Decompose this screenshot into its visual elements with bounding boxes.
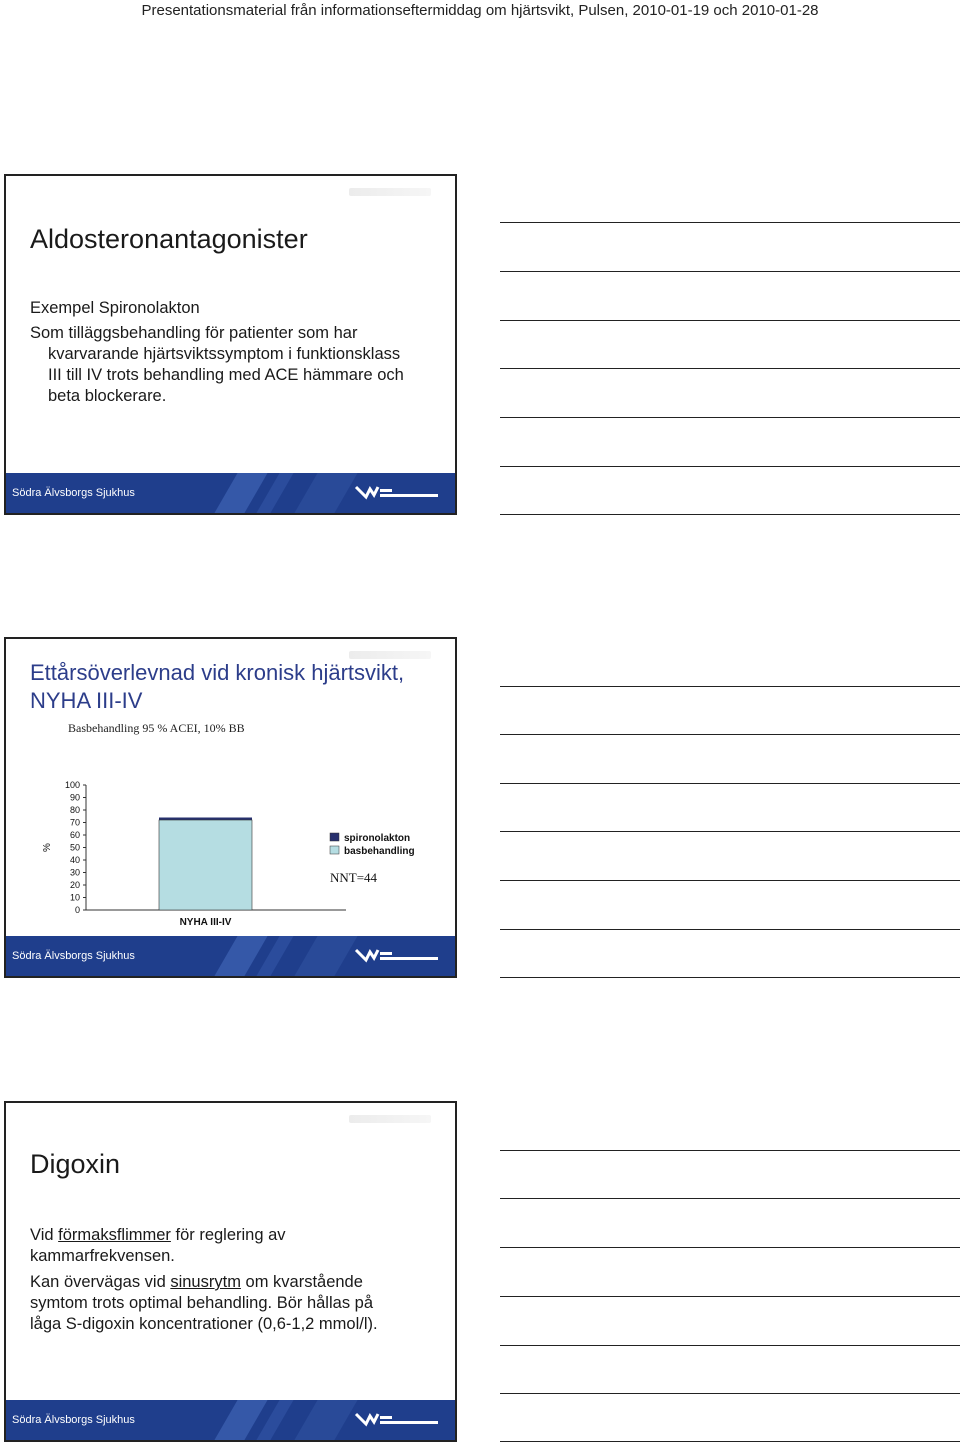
notes-line	[500, 929, 960, 930]
body-text: Vid	[30, 1226, 59, 1244]
notes-line	[500, 466, 960, 467]
body-text: om kvarstående	[240, 1273, 363, 1291]
notes-line	[500, 1198, 960, 1199]
y-tick-label: 70	[69, 817, 80, 828]
slide-title-line: Ettårsöverlevnad vid kronisk hjärtsvikt,	[30, 660, 405, 685]
term-formaksflimmer: förmaksflimmer	[58, 1226, 171, 1244]
notes-line	[500, 880, 960, 881]
y-tick-label: 40	[69, 855, 80, 865]
y-tick-label: 0	[74, 905, 80, 915]
body-line: Som tilläggsbehandling för patienter som har	[30, 324, 358, 342]
y-tick-label: 50	[69, 842, 80, 853]
faint-logo-icon	[349, 1115, 431, 1123]
slide-title	[30, 659, 404, 715]
slide-ettarsoverlevnad	[4, 637, 457, 978]
y-tick-label: 30	[69, 867, 80, 878]
notes-line	[500, 1441, 960, 1442]
footer-hospital-name: Södra Älvsborgs Sjukhus	[12, 1414, 135, 1426]
nnt-label: NNT=44	[330, 870, 378, 885]
slide-digoxin	[4, 1101, 457, 1442]
notes-line	[500, 783, 960, 784]
notes-line	[500, 320, 960, 321]
slide-subtitle: Basbehandling 95 % ACEI, 10% BB	[68, 721, 245, 735]
hospital-logo-icon	[354, 946, 440, 966]
y-tick-label: 90	[69, 792, 80, 803]
y-tick-label: 60	[69, 830, 80, 840]
y-tick-label: 100	[64, 780, 80, 790]
slide-title-line: NYHA III-IV	[30, 688, 143, 713]
notes-line	[500, 686, 960, 687]
notes-line	[500, 222, 960, 223]
slide-footer	[6, 1400, 455, 1440]
body-line: Exempel Spironolakton	[30, 299, 200, 317]
notes-line	[500, 1393, 960, 1394]
body-line: beta blockerare.	[48, 387, 167, 405]
legend-label: spironolakton	[344, 833, 411, 844]
legend-swatch	[330, 846, 339, 854]
body-line: kammarfrekvensen.	[30, 1247, 175, 1265]
y-tick-label: 10	[69, 892, 80, 903]
legend-swatch	[330, 833, 339, 841]
notes-line	[500, 831, 960, 832]
body-text: för reglering av	[170, 1226, 286, 1244]
footer-hospital-name: Södra Älvsborgs Sjukhus	[12, 950, 135, 962]
slide-footer	[6, 473, 455, 513]
body-line: kvarvarande hjärtsviktssymptom i funktionsklass	[48, 345, 401, 363]
body-line: symtom trots optimal behandling. Bör hållas på	[30, 1294, 374, 1312]
survival-bar-chart	[6, 777, 457, 937]
y-tick-label: 80	[69, 805, 80, 815]
slide-title: Aldosteronantagonister	[30, 224, 308, 254]
notes-line	[500, 977, 960, 978]
page-header: Presentationsmaterial från informationseftermiddag om hjärtsvikt, Pulsen, 2010-01-19 och 2010-01-28	[141, 2, 819, 19]
faint-logo-icon	[349, 651, 431, 659]
notes-line	[500, 271, 960, 272]
x-category-label: NYHA III-IV	[179, 917, 232, 928]
bar-basbehandling	[159, 820, 252, 910]
notes-line	[500, 368, 960, 369]
body-text: Kan övervägas vid	[30, 1273, 171, 1291]
slide-title: Digoxin	[30, 1149, 121, 1179]
footer-hospital-name: Södra Älvsborgs Sjukhus	[12, 487, 135, 499]
notes-line	[500, 417, 960, 418]
y-tick-label: 20	[69, 880, 80, 890]
hospital-logo-icon	[354, 1410, 440, 1430]
slide-aldosteronantagonister	[4, 174, 457, 515]
y-axis-label: %	[42, 843, 53, 852]
notes-line	[500, 1150, 960, 1151]
term-sinusrytm: sinusrytm	[170, 1273, 241, 1291]
slide-footer	[6, 936, 455, 976]
legend-label: basbehandling	[344, 846, 415, 857]
slide-body	[30, 298, 404, 407]
notes-line	[500, 1247, 960, 1248]
notes-line	[500, 514, 960, 515]
notes-line	[500, 1296, 960, 1297]
body-line	[30, 1272, 378, 1293]
notes-line	[500, 734, 960, 735]
body-line: III till IV trots behandling med ACE hämmare och	[48, 366, 404, 384]
body-line	[30, 1225, 378, 1246]
body-line: låga S-digoxin koncentrationer (0,6-1,2 mmol/l).	[30, 1315, 378, 1333]
faint-logo-icon	[349, 188, 431, 196]
hospital-logo-icon	[354, 483, 440, 503]
notes-line	[500, 1345, 960, 1346]
slide-body	[30, 1225, 378, 1335]
